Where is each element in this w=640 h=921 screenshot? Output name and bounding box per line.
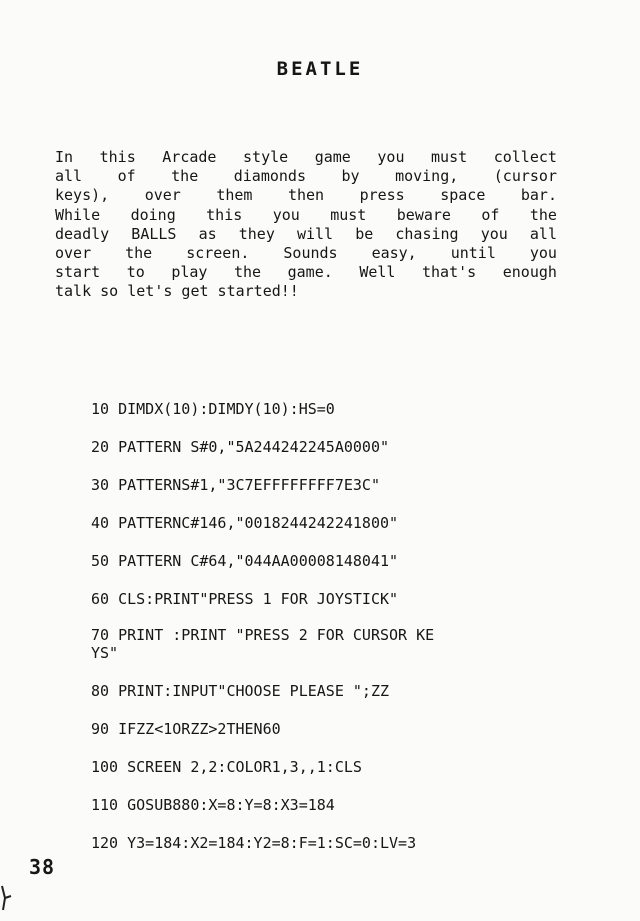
intro-word: until xyxy=(450,244,496,263)
intro-word: this xyxy=(99,148,136,166)
intro-word: will xyxy=(296,224,334,243)
intro-word: While xyxy=(55,205,101,224)
intro-word: you xyxy=(480,224,508,243)
intro-word: must xyxy=(330,205,367,224)
page-title: BEATLE xyxy=(276,58,364,80)
intro-word: they xyxy=(238,224,275,243)
code-line: 110 GOSUB880:X=8:Y=8:X3=184 xyxy=(91,796,335,814)
intro-word: style xyxy=(243,148,289,166)
intro-line xyxy=(55,282,557,301)
intro-word: game xyxy=(314,148,351,166)
intro-word: to xyxy=(126,263,145,282)
code-line: 10 DIMDX(10):DIMDY(10):HS=0 xyxy=(91,400,335,418)
intro-word: that's xyxy=(422,263,477,282)
intro-word: all xyxy=(529,224,557,243)
intro-line xyxy=(55,186,557,205)
intro-word: bar. xyxy=(520,186,557,205)
intro-word: easy, xyxy=(371,244,417,263)
intro-word: you xyxy=(377,148,405,166)
intro-word: the xyxy=(125,244,153,263)
intro-line xyxy=(55,206,557,225)
intro-word: talk so let's get started!! xyxy=(55,282,299,301)
code-line: 120 Y3=184:X2=184:Y2=8:F=1:SC=0:LV=3 xyxy=(91,834,417,852)
intro-word: moving, xyxy=(395,167,459,186)
intro-word: start xyxy=(55,263,101,282)
code-line: 40 PATTERNC#146,"0018244242241800" xyxy=(91,514,399,532)
intro-word: as xyxy=(198,224,217,243)
intro-word: them xyxy=(216,186,253,205)
code-line: 90 IFZZ<1ORZZ>2THEN60 xyxy=(91,720,281,738)
intro-word: collect xyxy=(493,148,557,166)
code-line: 70 PRINT :PRINT "PRESS 2 FOR CURSOR KE YS" xyxy=(91,626,435,662)
intro-word: all xyxy=(55,167,83,186)
intro-word: Arcade xyxy=(162,148,217,166)
code-line: 20 PATTERN S#0,"5A244242245A0000" xyxy=(91,438,390,456)
intro-word: of xyxy=(117,167,136,186)
intro-line xyxy=(55,263,557,282)
intro-word: by xyxy=(341,167,360,186)
intro-word: In xyxy=(55,148,74,166)
intro-word: you xyxy=(529,244,557,263)
intro-word: the xyxy=(529,205,557,224)
intro-word: game. xyxy=(287,263,333,282)
intro-word: enough xyxy=(502,263,557,282)
intro-word: must xyxy=(431,148,468,166)
intro-word: beware xyxy=(396,205,451,224)
intro-word: this xyxy=(206,205,243,224)
intro-word: you xyxy=(272,205,300,224)
intro-word: the xyxy=(233,263,262,282)
intro-paragraph xyxy=(55,148,557,302)
intro-word: (cursor xyxy=(493,167,557,186)
intro-line xyxy=(55,244,557,263)
intro-word: BALLS xyxy=(131,224,177,243)
code-line: 50 PATTERN C#64,"044AA00008148041" xyxy=(91,552,399,570)
intro-word: Well xyxy=(359,263,396,282)
intro-word: the xyxy=(171,167,199,186)
code-line: 60 CLS:PRINT"PRESS 1 FOR JOYSTICK" xyxy=(91,590,399,608)
intro-line xyxy=(55,225,557,244)
intro-word: then xyxy=(287,186,325,205)
intro-line xyxy=(55,167,557,186)
intro-word: press xyxy=(359,186,405,205)
intro-word: over xyxy=(55,244,92,263)
intro-line xyxy=(55,148,557,167)
code-line: 30 PATTERNS#1,"3C7EFFFFFFFF7E3C" xyxy=(91,476,380,494)
intro-word: diamonds xyxy=(233,167,306,186)
show-through-text xyxy=(410,580,630,680)
intro-word: keys), xyxy=(55,186,110,205)
intro-word: space xyxy=(440,186,486,205)
intro-word: over xyxy=(144,186,181,205)
intro-word: screen. xyxy=(186,244,250,263)
intro-word: doing xyxy=(130,205,176,224)
intro-word: of xyxy=(481,205,500,224)
intro-word: be xyxy=(355,224,374,243)
intro-word: chasing xyxy=(395,224,459,243)
intro-word: Sounds xyxy=(283,244,338,263)
page-number: 38 xyxy=(29,855,56,879)
intro-word: deadly xyxy=(55,224,110,243)
code-line: 80 PRINT:INPUT"CHOOSE PLEASE ";ZZ xyxy=(91,682,390,700)
code-line: 100 SCREEN 2,2:COLOR1,3,,1:CLS xyxy=(91,758,362,776)
scan-mark xyxy=(0,884,14,914)
intro-word: play xyxy=(171,263,208,282)
